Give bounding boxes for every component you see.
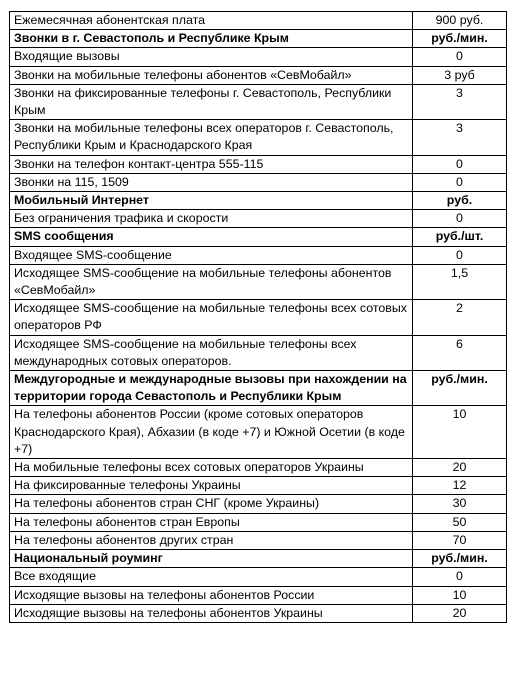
- service-label: Исходящие вызовы на телефоны абонентов Украины: [10, 604, 413, 622]
- section-header-row: [10, 192, 507, 210]
- service-label: Исходящее SMS-сообщение на мобильные телефоны абонентов «СевМобайл»: [10, 264, 413, 299]
- price-value: 2: [413, 300, 507, 335]
- service-label: На телефоны абонентов России (кроме сотовых операторов Краснодарского Края), Абхазии (в коде +7) и Южной Осетии (в коде +7): [10, 406, 413, 459]
- service-label: На телефоны абонентов стран СНГ (кроме Украины): [10, 495, 413, 513]
- unit-header: руб.: [413, 192, 507, 210]
- price-value: 10: [413, 586, 507, 604]
- service-label: Звонки на телефон контакт-центра 555-115: [10, 155, 413, 173]
- price-value: 10: [413, 406, 507, 459]
- table-row: [10, 495, 507, 513]
- service-label: Исходящее SMS-сообщение на мобильные телефоны всех международных сотовых операторов.: [10, 335, 413, 370]
- table-row: [10, 66, 507, 84]
- table-row: [10, 406, 507, 459]
- price-value: 50: [413, 513, 507, 531]
- table-row: [10, 120, 507, 155]
- price-value: 3 руб: [413, 66, 507, 84]
- price-value: 0: [413, 155, 507, 173]
- section-title: Национальный роуминг: [10, 550, 413, 568]
- section-title: Звонки в г. Севастополь и Республике Крым: [10, 30, 413, 48]
- price-value: 6: [413, 335, 507, 370]
- table-row: [10, 586, 507, 604]
- section-title: SMS сообщения: [10, 228, 413, 246]
- table-row: [10, 300, 507, 335]
- price-value: 0: [413, 568, 507, 586]
- table-row: [10, 477, 507, 495]
- table-row: [10, 173, 507, 191]
- service-label: Ежемесячная абонентская плата: [10, 12, 413, 30]
- section-title: Мобильный Интернет: [10, 192, 413, 210]
- price-value: 0: [413, 173, 507, 191]
- table-row: [10, 246, 507, 264]
- service-label: Входящие вызовы: [10, 48, 413, 66]
- service-label: Все входящие: [10, 568, 413, 586]
- section-title: Междугородные и международные вызовы при нахождении на территории города Севастополь и Республики Крым: [10, 371, 413, 406]
- tariff-table: [9, 11, 507, 623]
- table-row: [10, 48, 507, 66]
- unit-header: руб./шт.: [413, 228, 507, 246]
- price-value: 0: [413, 246, 507, 264]
- service-label: Звонки на 115, 1509: [10, 173, 413, 191]
- service-label: На телефоны абонентов стран Европы: [10, 513, 413, 531]
- service-label: Звонки на фиксированные телефоны г. Севастополь, Республики Крым: [10, 84, 413, 119]
- unit-header: руб./мин.: [413, 550, 507, 568]
- table-row: [10, 568, 507, 586]
- price-value: 20: [413, 604, 507, 622]
- table-row: [10, 155, 507, 173]
- section-header-row: [10, 371, 507, 406]
- table-row: [10, 210, 507, 228]
- table-row: [10, 513, 507, 531]
- price-value: 30: [413, 495, 507, 513]
- section-header-row: [10, 228, 507, 246]
- service-label: Без ограничения трафика и скорости: [10, 210, 413, 228]
- service-label: На мобильные телефоны всех сотовых операторов Украины: [10, 459, 413, 477]
- price-value: 3: [413, 84, 507, 119]
- price-value: 0: [413, 48, 507, 66]
- price-value: 1,5: [413, 264, 507, 299]
- table-row: [10, 84, 507, 119]
- service-label: Звонки на мобильные телефоны всех операторов г. Севастополь, Республики Крым и Краснодарского Края: [10, 120, 413, 155]
- price-value: 20: [413, 459, 507, 477]
- section-header-row: [10, 550, 507, 568]
- table-row: [10, 459, 507, 477]
- tariff-table-body: [10, 12, 507, 623]
- service-label: Звонки на мобильные телефоны абонентов «СевМобайл»: [10, 66, 413, 84]
- price-value: 12: [413, 477, 507, 495]
- price-value: 3: [413, 120, 507, 155]
- price-value: 900 руб.: [413, 12, 507, 30]
- service-label: Исходящие вызовы на телефоны абонентов России: [10, 586, 413, 604]
- price-value: 0: [413, 210, 507, 228]
- unit-header: руб./мин.: [413, 371, 507, 406]
- table-row: [10, 264, 507, 299]
- unit-header: руб./мин.: [413, 30, 507, 48]
- service-label: Исходящее SMS-сообщение на мобильные телефоны всех сотовых операторов РФ: [10, 300, 413, 335]
- table-row: [10, 531, 507, 549]
- service-label: На телефоны абонентов других стран: [10, 531, 413, 549]
- section-header-row: [10, 30, 507, 48]
- service-label: На фиксированные телефоны Украины: [10, 477, 413, 495]
- table-row: [10, 12, 507, 30]
- table-row: [10, 604, 507, 622]
- service-label: Входящее SMS-сообщение: [10, 246, 413, 264]
- price-value: 70: [413, 531, 507, 549]
- table-row: [10, 335, 507, 370]
